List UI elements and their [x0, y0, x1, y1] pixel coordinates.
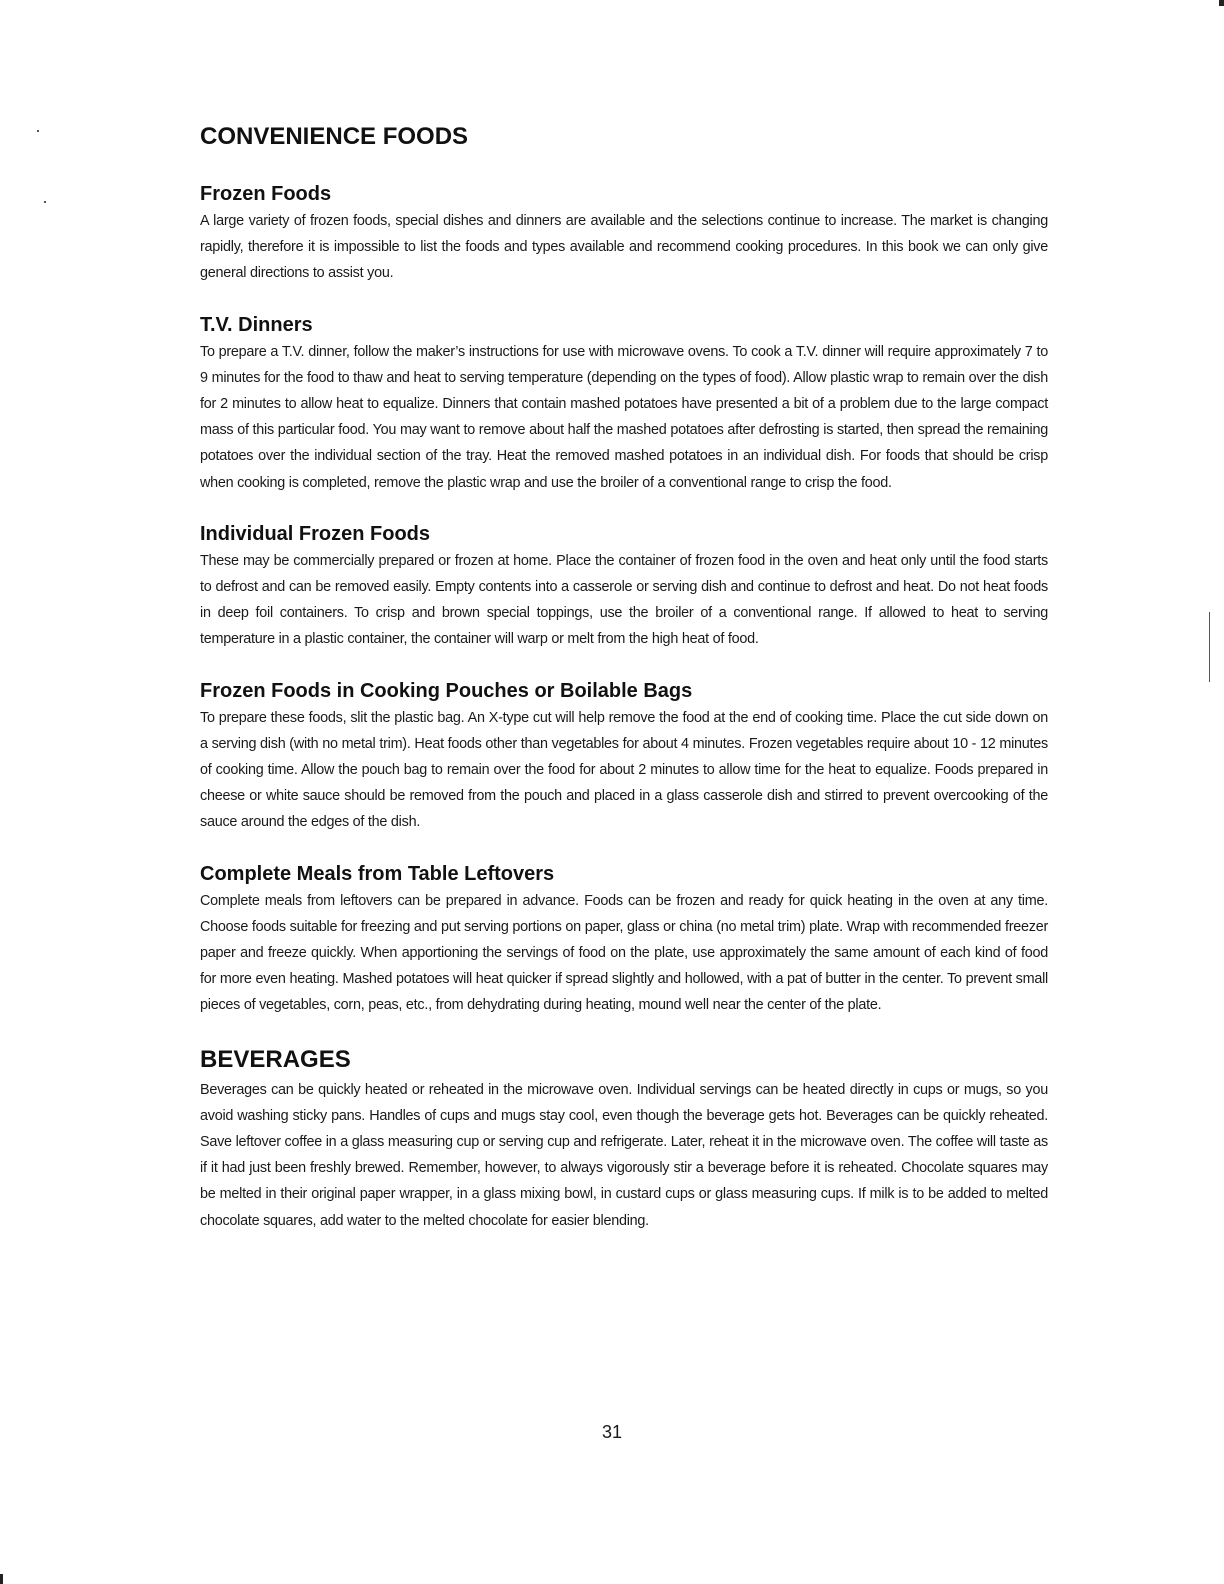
scan-mark-top-right — [1219, 0, 1224, 6]
paragraph-tv-dinners: To prepare a T.V. dinner, follow the maker’s instructions for use with microwave ovens. To cook a T.V. dinner will require approximately 7 to 9 minutes for the food to thaw and heat to serving temperature (depending on the types of food). Allow plastic wrap to remain over the dish for 2 minutes to allow heat to equalize. Dinners that contain mashed potatoes have presented a bit of a problem due to the large compact mass of this particular food. You may want to remove about half the mashed potatoes after defrosting is started, then spread the remaining potatoes over the individual section of the tray. Heat the removed mashed potatoes in an individual dish. For foods that should be crisp when cooking is completed, remove the plastic wrap and use the broiler of a conventional range to crisp the food. — [200, 343, 1048, 491]
subsection-heading-frozen-foods: Frozen Foods — [200, 183, 332, 205]
section-heading-convenience-foods: CONVENIENCE FOODS — [200, 123, 469, 150]
page-content — [200, 122, 1048, 1234]
paragraph-individual-frozen-foods: These may be commercially prepared or frozen at home. Place the container of frozen food in the oven and heat only until the food starts to defrost and can be removed easily. Empty contents into a casserole or serving dish and continue to defrost and heat. Do not heat foods in deep foil containers. To crisp and brown special toppings, use the broiler of a conventional range. If allowed to heat to serving temperature in a plastic container, the container will warp or melt from the high heat of food. — [200, 552, 1048, 648]
section-individual-frozen-foods — [200, 522, 1048, 653]
paragraph-table-leftovers: Complete meals from leftovers can be prepared in advance. Foods can be frozen and ready for quick heating in the oven at any time. Choose foods suitable for freezing and put serving portions on paper, glass or china (no metal trim) plate. Wrap with recommended freezer paper and freeze quickly. When apportioning the servings of food on the plate, use approximately the same amount of each kind of food for more even heating. Mashed potatoes will heat quicker if spread slightly and hollowed, with a pat of butter in the center. To prevent small pieces of vegetables, corn, peas, etc., from dehydrating during heating, mound well near the center of the plate. — [200, 892, 1048, 1014]
subsection-heading-cooking-pouches: Frozen Foods in Cooking Pouches or Boilable Bags — [200, 679, 693, 702]
section-heading-beverages: BEVERAGES — [200, 1045, 351, 1073]
section-frozen-foods — [200, 182, 1048, 287]
section-table-leftovers — [200, 862, 1048, 1019]
section-tv-dinners — [200, 313, 1048, 496]
scan-mark-left-dot-2 — [44, 201, 46, 203]
section-cooking-pouches — [200, 679, 1048, 836]
paragraph-beverages: Beverages can be quickly heated or reheated in the microwave oven. Individual servings can be heated directly in cups or mugs, so you avoid washing sticky pans. Handles of cups and mugs stay cool, even though the beverage gets hot. Beverages can be quickly reheated. Save leftover coffee in a glass measuring cup or serving cup and refrigerate. Later, reheat it in the microwave oven. The coffee will taste as if it had just been freshly brewed. Remember, however, to always vigorously stir a beverage before it is reheated. Chocolate squares may be melted in their original paper wrapper, in a glass mixing bowl, in custard cups or glass measuring cups. If milk is to be added to melted chocolate squares, add water to the melted chocolate for easier blending. — [200, 1081, 1048, 1229]
scan-mark-left-dot — [37, 130, 39, 132]
section-beverages — [200, 1045, 1048, 1234]
paragraph-cooking-pouches: To prepare these foods, slit the plastic bag. An X-type cut will help remove the food at the end of cooking time. Place the cut side down on a serving dish (with no metal trim). Heat foods other than vegetables for about 4 minutes. Frozen vegetables require about 10 - 12 minutes of cooking time. Allow the pouch bag to remain over the food for about 2 minutes to allow time for the heat to equalize. Foods prepared in cheese or white sauce should be removed from the pouch and placed in a glass casserole dish and stirred to prevent overcooking of the sauce around the edges of the dish. — [200, 709, 1048, 831]
scan-mark-bottom-left — [0, 1574, 3, 1584]
subsection-heading-individual-frozen-foods: Individual Frozen Foods — [200, 522, 430, 545]
page-number: 31 — [601, 1422, 623, 1442]
subsection-heading-table-leftovers: Complete Meals from Table Leftovers — [200, 862, 555, 885]
scan-mark-right-edge — [1209, 612, 1210, 682]
subsection-heading-tv-dinners: T.V. Dinners — [200, 313, 313, 336]
paragraph-frozen-foods: A large variety of frozen foods, special dishes and dinners are available and the selections continue to increase. The market is changing rapidly, therefore it is impossible to list the foods and types available and recommend cooking procedures. In this book we can only give general directions to assist you. — [200, 213, 1048, 282]
